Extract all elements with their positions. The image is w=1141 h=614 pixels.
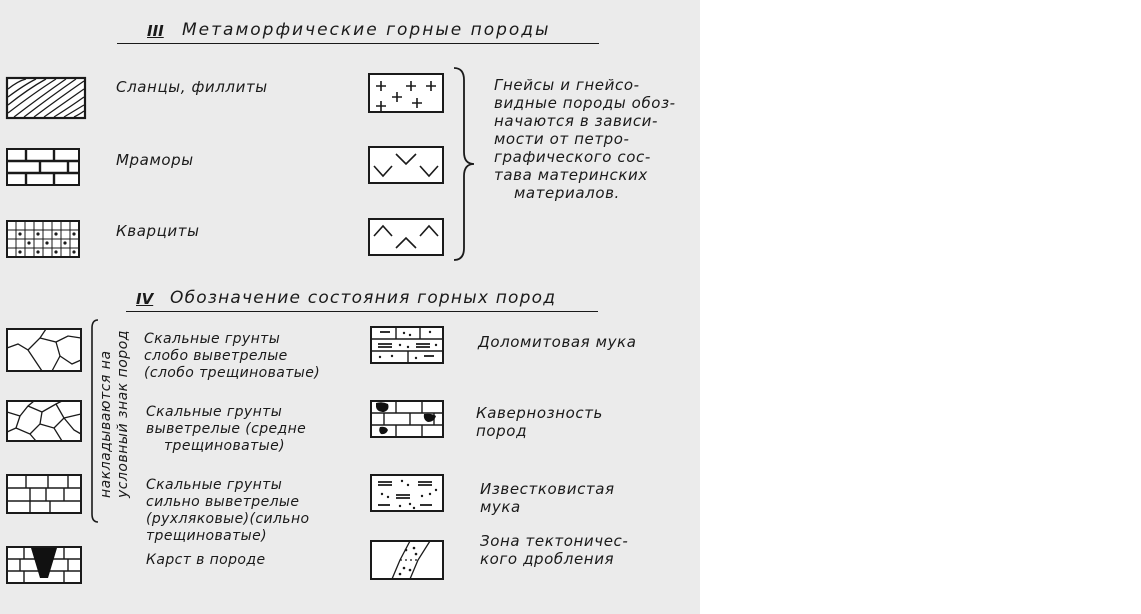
gneiss-v-symbol	[368, 146, 444, 184]
section3-title: Метаморфические горные породы	[182, 20, 551, 40]
shale-hatch-symbol	[6, 77, 86, 119]
karst-symbol	[6, 546, 82, 584]
strong-cracks-symbol	[6, 474, 82, 514]
marble-brick-symbol	[6, 148, 80, 186]
weak-cracks-label: Скальные грунты слобо выветрелые (слобо трещиноватые)	[144, 331, 321, 381]
shale-label: Сланцы, филлиты	[116, 78, 268, 96]
quartzite-label: Кварциты	[116, 222, 200, 240]
dolomite-flour-symbol	[370, 326, 444, 364]
gneiss-brace	[450, 66, 478, 262]
gneiss-note: Гнейсы и гнейсо- видные породы обоз- начаются в зависи- мости от петро- графического сос- тава материнских материалов.	[494, 76, 676, 202]
section4-rule	[126, 311, 598, 312]
lime-flour-label: Известковистая мука	[480, 480, 615, 516]
marble-label: Мраморы	[116, 151, 194, 169]
cavernous-label: Кавернозность пород	[476, 404, 604, 440]
medium-cracks-symbol	[6, 400, 82, 442]
weak-cracks-symbol	[6, 328, 82, 372]
medium-cracks-label: Скальные грунты выветрелые (средне трещиноватые)	[146, 404, 307, 454]
strong-cracks-label: Скальные грунты сильно выветрелые (рухляковые)(сильно трещиноватые)	[146, 477, 310, 544]
karst-label: Карст в породе	[146, 552, 266, 568]
section3-numeral: III	[147, 22, 164, 40]
section4-title: Обозначение состояния горных пород	[170, 288, 557, 308]
gneiss-crosses-symbol	[368, 73, 444, 113]
gneiss-inverted-v-symbol	[368, 218, 444, 256]
section3-rule	[117, 43, 599, 44]
state-bracket	[86, 318, 100, 524]
vertical-note: накладываются на условный знак пород	[98, 330, 131, 498]
quartzite-grid-symbol	[6, 220, 80, 258]
lime-flour-symbol	[370, 474, 444, 512]
tectonic-crush-label: Зона тектоничес- кого дробления	[480, 532, 629, 568]
section4-numeral: IV	[136, 290, 154, 308]
dolomite-flour-label: Доломитовая мука	[478, 333, 637, 351]
tectonic-crush-symbol	[370, 540, 444, 580]
cavernous-symbol	[370, 400, 444, 438]
